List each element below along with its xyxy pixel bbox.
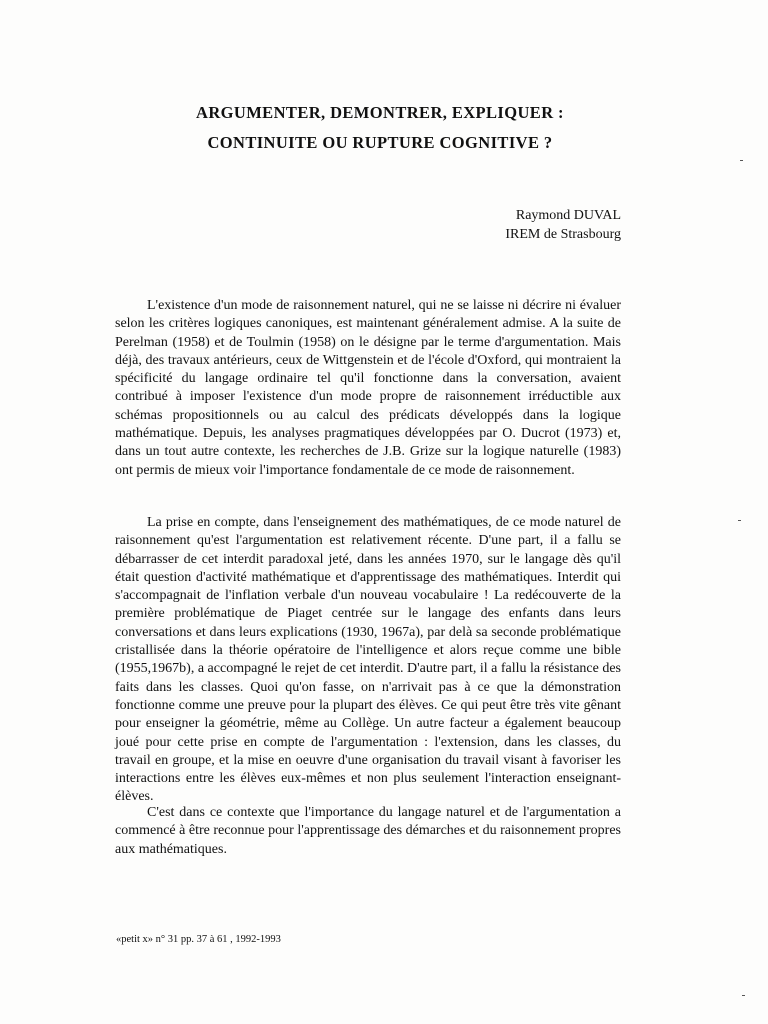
paragraph-1-block <box>115 297 621 480</box>
article-title <box>100 98 660 158</box>
paragraph-2-block <box>115 514 621 807</box>
author-block <box>505 206 621 244</box>
paragraph-1: L'existence d'un mode de raisonnement naturel, qui ne se laisse ni décrire ni évaluer selon les critères logiques canoniques, est maintenant généralement admise. A la suite de Perelman (1958) et de Toulmin (1958) on le désigne par le terme d'argumentation. Mais déjà, des travaux antérieurs, ceux de Wittgenstein et de l'école d'Oxford, qui montraient la spécificité du langage ordinaire tel qu'il fonctionne dans la conversation, avaient contribué à imposer l'existence d'un mode propre de raisonnement irréductible aux schémas propositionnels ou au calcul des prédicats développés dans la logique mathématique. Depuis, les analyses pragmatiques développées par O. Ducrot (1973) et, dans un tout autre contexte, les recherches de J.B. Grize sur la logique naturelle (1983) ont permis de mieux voir l'importance fondamentale de ce mode de raisonnement. <box>115 298 621 478</box>
scan-speck <box>740 160 743 161</box>
author-name: Raymond DUVAL <box>515 208 621 223</box>
scan-speck <box>742 995 745 996</box>
scan-speck <box>738 520 741 521</box>
title-line-2: CONTINUITE OU RUPTURE COGNITIVE ? <box>207 133 553 152</box>
title-line-1: ARGUMENTER, DEMONTRER, EXPLIQUER : <box>196 103 564 122</box>
author-affiliation: IREM de Strasbourg <box>505 227 621 242</box>
paragraph-3-block <box>115 804 621 859</box>
journal-citation-footer: «petit x» n° 31 pp. 37 à 61 , 1992-1993 <box>116 934 281 945</box>
paragraph-2: La prise en compte, dans l'enseignement des mathématiques, de ce mode naturel de raisonnement qu'est l'argumentation est relativement récente. D'une part, il a fallu se débarrasser de cet interdit paradoxal jeté, dans les années 1970, sur le langage dès qu'il était question d'activité mathématique et d'apprentissage des mathématiques. Interdit qui s'accompagnait de l'inflation verbale d'un nouveau vocabulaire ! La redécouverte de la première problématique de Piaget centrée sur le langage des enfants dans leurs conversations et dans leurs explications (1930, 1967a), par delà sa seconde problématique cristallisée dans la théorie opératoire de l'intelligence et alors reçue comme une bible (1955,1967b), a accompagné le rejet de cet interdit. D'autre part, il a fallu la résistance des faits dans les classes. Quoi qu'on fasse, on n'arrivait pas à ce que la démonstration fonctionne comme une preuve pour la plupart des élèves. Ce qui peut être très vite gênant pour enseigner la géométrie, même au Collège. Un autre facteur a également beaucoup joué pour cette prise en compte de l'argumentation : l'extension, dans les classes, du travail en groupe, et la mise en oeuvre d'une organisation du travail visant à favoriser les interactions entre les élèves eux-mêmes et non plus seulement l'interaction enseignant-élèves. <box>115 515 621 805</box>
paragraph-3: C'est dans ce contexte que l'importance du langage naturel et de l'argumentation a commencé à être reconnue pour l'apprentissage des démarches et du raisonnement propres aux mathématiques. <box>115 805 621 857</box>
